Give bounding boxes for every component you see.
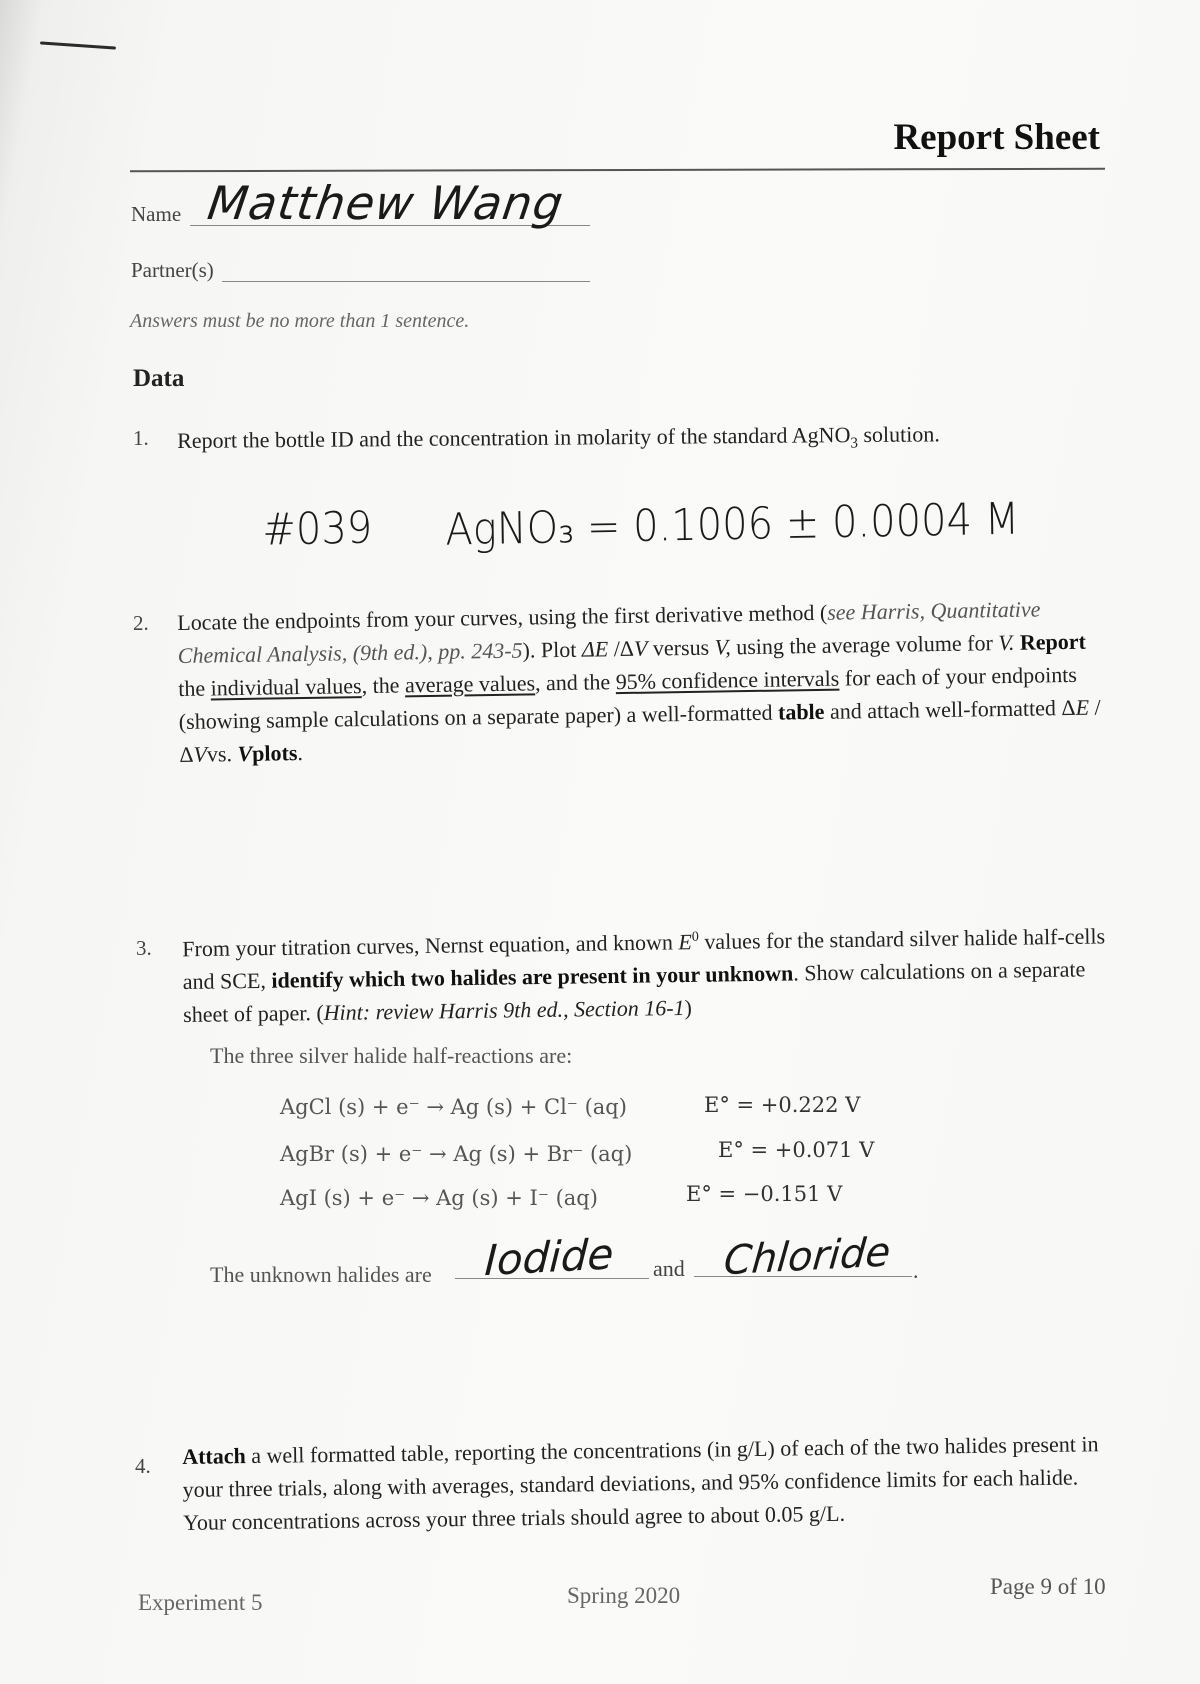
halide-answer-2-handwritten: Chloride [721, 1229, 893, 1285]
unknown-halides-label: The unknown halides are [210, 1262, 432, 1287]
potential-agbr: E° = +0.071 V [718, 1138, 875, 1162]
partner-line [222, 281, 590, 282]
question-2-number: 2. [133, 611, 149, 635]
reaction-agbr: AgBr (s) + e⁻ → Ag (s) + Br⁻ (aq) [280, 1142, 633, 1166]
title-divider [130, 168, 1105, 173]
instructions-text: Answers must be no more than 1 sentence. [130, 310, 470, 332]
and-label: and [653, 1256, 685, 1281]
potential-agi: E° = −0.151 V [686, 1182, 843, 1206]
reaction-agi: AgI (s) + e⁻ → Ag (s) + I⁻ (aq) [280, 1186, 598, 1210]
section-title: Data [133, 365, 185, 392]
page-title: Report Sheet [893, 117, 1100, 158]
concentration-handwritten: AgNO₃ = 0.1006 ± 0.0004 M [445, 493, 1020, 556]
sentence-period: . [913, 1258, 919, 1283]
stray-pen-mark [40, 41, 116, 49]
question-4-text: Attach a well formatted table, reporting the concentrations (in g/L) of each of the two halides present in your three trials, along with averages, standard deviations, and 95% confidence limits for each halide. Your concentrations across your three trials should agree to about 0.05 g/L. [182, 1431, 1099, 1535]
bottle-id-handwritten: #039 [262, 502, 373, 556]
question-1-text: Report the bottle ID and the concentration in molarity of the standard AgNO$_3$ solution. [177, 421, 940, 453]
footer-experiment: Experiment 5 [138, 1590, 263, 1615]
question-3-text: From your titration curves, Nernst equation, and known $E^0$ values for the standard silver halide half-cells and SCE, identify which two halides are present in your unknown. Show calculations on a separate sheet of paper. (Hint: review Harris 9th ed., Section 16-1) [182, 923, 1106, 1028]
partner-label: Partner(s) [131, 258, 214, 282]
half-reactions-intro: The three silver halide half-reactions are: [210, 1043, 573, 1068]
reaction-agcl: AgCl (s) + e⁻ → Ag (s) + Cl⁻ (aq) [280, 1095, 627, 1119]
halide-answer-1-handwritten: Iodide [483, 1229, 615, 1286]
name-handwritten: Matthew Wang [204, 176, 568, 230]
footer-term: Spring 2020 [567, 1583, 681, 1608]
potential-agcl: E° = +0.222 V [704, 1093, 861, 1117]
question-4-number: 4. [135, 1454, 151, 1478]
footer-page-number: Page 9 of 10 [990, 1574, 1106, 1599]
question-3-number: 3. [136, 936, 152, 960]
name-label: Name [131, 202, 182, 226]
question-2-text: Locate the endpoints from your curves, using the first derivative method (see Harris, Quantitative Chemical Analysis, (9th ed.), pp. 243-5). Plot ΔE /ΔV versus V, using the average volume for V. Report the individual values, the average values, and the 95% confidence intervals for each of your endpoints (showing sample calculations on a separate paper) a well-formatted table and attach well-formatted ΔE /ΔVvs. Vplots. [177, 596, 1101, 767]
question-1-number: 1. [133, 426, 149, 450]
